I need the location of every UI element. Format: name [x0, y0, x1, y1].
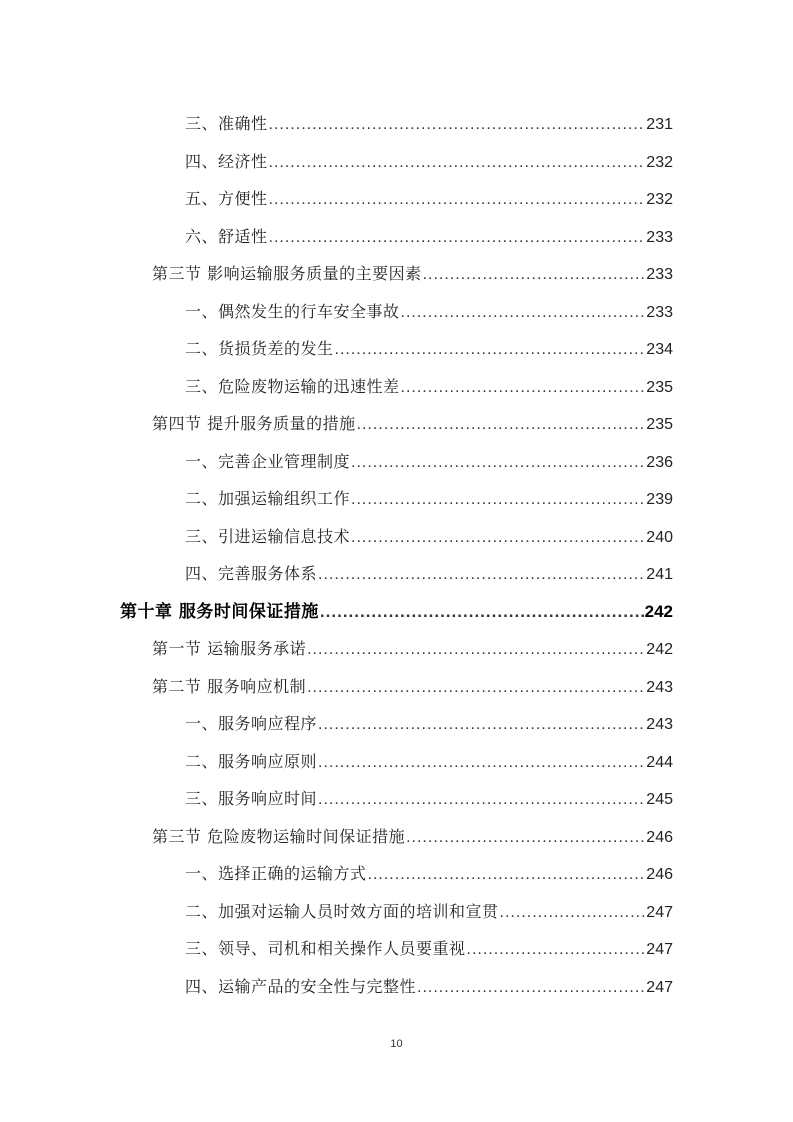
table-of-contents — [0, 106, 793, 1006]
toc-section[interactable] — [0, 256, 793, 294]
dot-leader — [467, 940, 646, 960]
toc-entry[interactable] — [0, 106, 793, 144]
toc-entry-page: 243 — [646, 716, 673, 734]
toc-entry-page: 239 — [646, 491, 673, 509]
toc-entry-page: 233 — [646, 228, 673, 246]
toc-entry-title: 第四节 提升服务质量的措施 — [152, 414, 356, 434]
toc-entry-title: 三、引进运输信息技术 — [185, 526, 351, 546]
toc-section[interactable] — [0, 669, 793, 707]
toc-entry-page: 235 — [646, 378, 673, 396]
dot-leader — [351, 490, 645, 510]
dot-leader — [318, 565, 645, 585]
toc-entry[interactable] — [0, 444, 793, 482]
toc-entry[interactable] — [0, 744, 793, 782]
toc-entry[interactable] — [0, 369, 793, 407]
toc-entry[interactable] — [0, 294, 793, 332]
toc-entry[interactable] — [0, 481, 793, 519]
toc-entry-title: 第三节 影响运输服务质量的主要因素 — [152, 264, 422, 284]
dot-leader — [307, 678, 645, 698]
dot-leader — [318, 790, 645, 810]
dot-leader — [318, 753, 645, 773]
dot-leader — [417, 978, 645, 998]
dot-leader — [357, 415, 646, 435]
toc-entry-page: 236 — [646, 453, 673, 471]
toc-entry-title: 三、准确性 — [185, 114, 268, 134]
toc-entry-title: 第三节 危险废物运输时间保证措施 — [152, 826, 406, 846]
toc-entry-title: 二、服务响应原则 — [185, 751, 318, 771]
toc-entry-page: 246 — [646, 866, 673, 884]
toc-entry[interactable] — [0, 181, 793, 219]
toc-entry-title: 三、领导、司机和相关操作人员要重视 — [185, 939, 466, 959]
toc-entry-title: 四、完善服务体系 — [185, 564, 318, 584]
toc-entry-title: 六、舒适性 — [185, 226, 268, 246]
toc-section[interactable] — [0, 819, 793, 857]
toc-entry-page: 242 — [644, 602, 673, 622]
toc-entry-title: 三、服务响应时间 — [185, 789, 318, 809]
dot-leader — [351, 453, 645, 473]
dot-leader — [401, 378, 646, 398]
toc-entry-page: 231 — [646, 116, 673, 134]
toc-entry[interactable] — [0, 931, 793, 969]
page-number: 10 — [390, 1038, 403, 1050]
toc-entry-page: 247 — [646, 941, 673, 959]
toc-entry-page: 232 — [646, 191, 673, 209]
toc-entry-page: 240 — [646, 528, 673, 546]
toc-entry-page: 244 — [646, 753, 673, 771]
toc-entry[interactable] — [0, 969, 793, 1007]
toc-section[interactable] — [0, 406, 793, 444]
toc-entry-title: 二、加强对运输人员时效方面的培训和宣贯 — [185, 901, 499, 921]
toc-entry-page: 242 — [646, 641, 673, 659]
toc-entry-page: 243 — [646, 678, 673, 696]
dot-leader — [406, 828, 645, 848]
toc-entry[interactable] — [0, 519, 793, 557]
toc-entry-page: 233 — [646, 266, 673, 284]
toc-entry-title: 二、加强运输组织工作 — [185, 489, 351, 509]
toc-entry[interactable] — [0, 219, 793, 257]
toc-entry-page: 235 — [646, 416, 673, 434]
dot-leader — [500, 903, 646, 923]
toc-entry-title: 一、服务响应程序 — [185, 714, 318, 734]
toc-entry-title: 一、选择正确的运输方式 — [185, 864, 367, 884]
toc-entry-page: 246 — [646, 828, 673, 846]
toc-entry-page: 233 — [646, 303, 673, 321]
toc-entry-page: 247 — [646, 978, 673, 996]
dot-leader — [368, 865, 646, 885]
dot-leader — [269, 190, 646, 210]
dot-leader — [351, 528, 645, 548]
toc-entry-title: 二、货损货差的发生 — [185, 339, 334, 359]
dot-leader — [307, 640, 645, 660]
toc-entry[interactable] — [0, 781, 793, 819]
toc-entry-title: 四、运输产品的安全性与完整性 — [185, 976, 417, 996]
toc-entry-title: 一、偶然发生的行车安全事故 — [185, 301, 400, 321]
dot-leader — [318, 715, 645, 735]
toc-entry-page: 245 — [646, 791, 673, 809]
toc-entry[interactable] — [0, 856, 793, 894]
toc-entry[interactable] — [0, 894, 793, 932]
toc-entry-title: 四、经济性 — [185, 151, 268, 171]
toc-entry-page: 247 — [646, 903, 673, 921]
toc-entry-title: 一、完善企业管理制度 — [185, 451, 351, 471]
dot-leader — [269, 115, 646, 135]
dot-leader — [335, 340, 646, 360]
toc-chapter[interactable] — [0, 594, 793, 632]
toc-entry-title: 第二节 服务响应机制 — [152, 676, 307, 696]
toc-entry-page: 241 — [646, 566, 673, 584]
dot-leader — [269, 228, 646, 248]
toc-entry-page: 232 — [646, 153, 673, 171]
toc-entry-title: 三、危险废物运输的迅速性差 — [185, 376, 400, 396]
toc-entry-title: 第十章 服务时间保证措施 — [120, 602, 319, 623]
toc-entry[interactable] — [0, 556, 793, 594]
toc-entry[interactable] — [0, 144, 793, 182]
dot-leader — [269, 153, 646, 173]
toc-entry-title: 第一节 运输服务承诺 — [152, 639, 307, 659]
toc-entry[interactable] — [0, 706, 793, 744]
dot-leader — [423, 265, 646, 285]
toc-entry-title: 五、方便性 — [185, 189, 268, 209]
dot-leader — [320, 602, 644, 622]
dot-leader — [401, 303, 646, 323]
toc-section[interactable] — [0, 631, 793, 669]
toc-entry-page: 234 — [646, 341, 673, 359]
toc-entry[interactable] — [0, 331, 793, 369]
